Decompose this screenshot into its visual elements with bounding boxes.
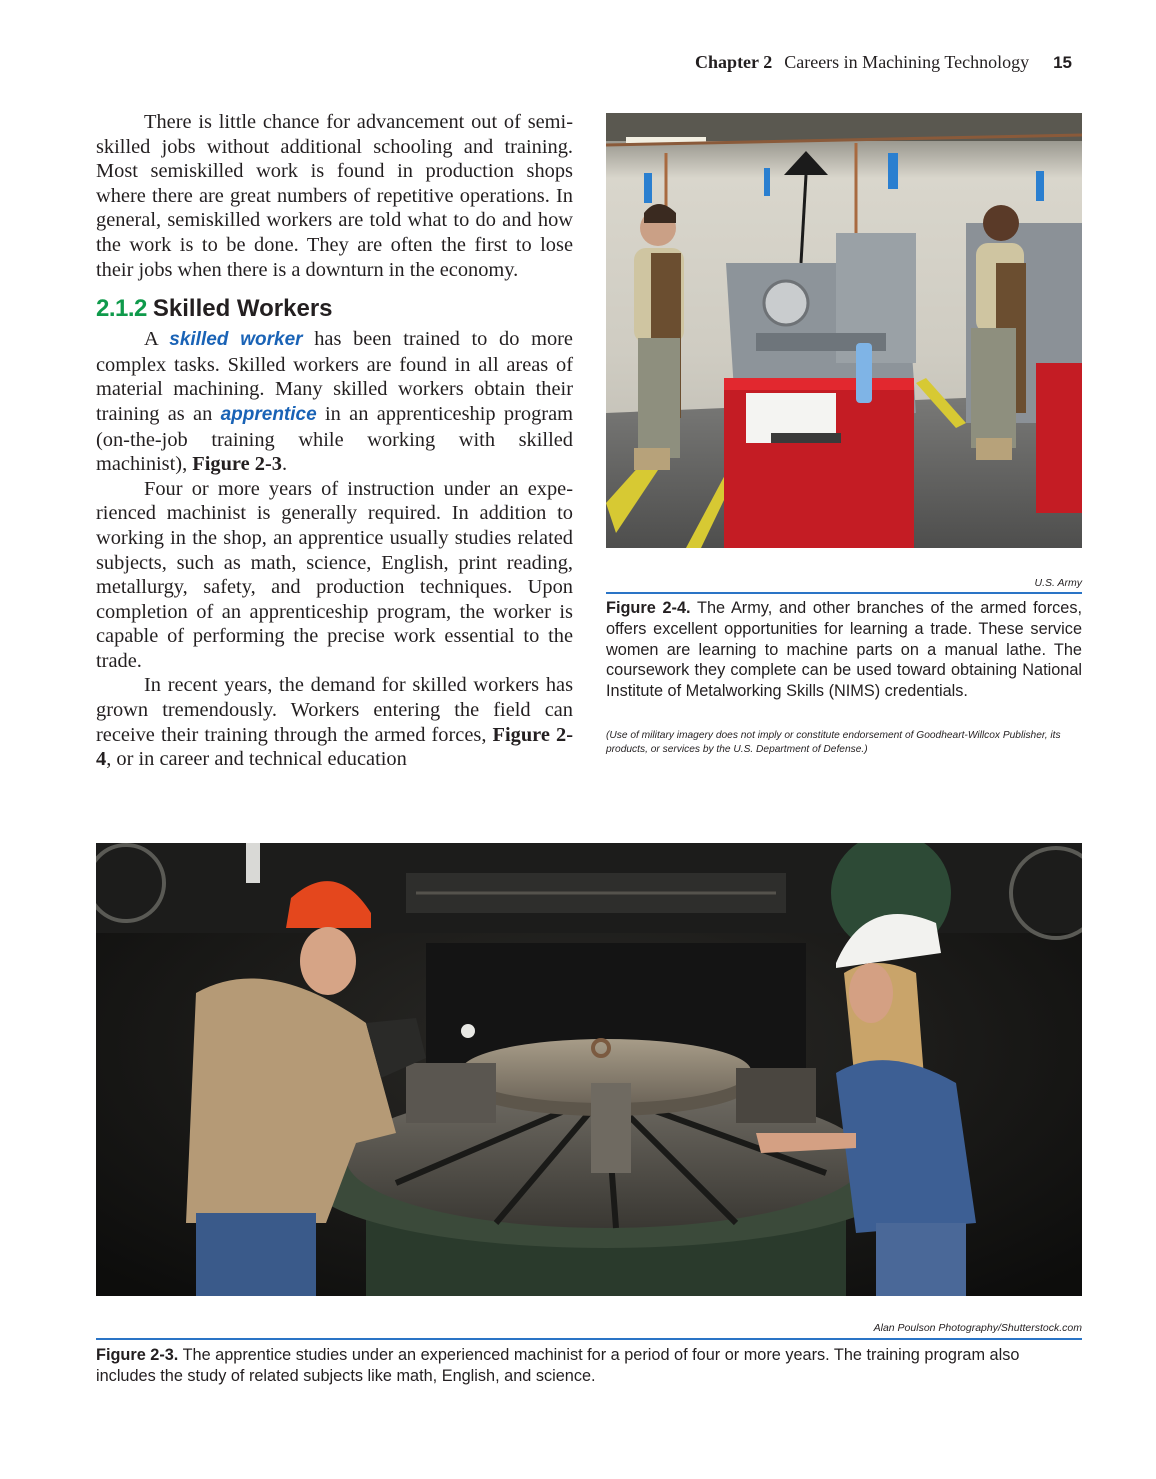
figure-2-3-caption <box>96 1345 1082 1387</box>
chapter-title: Careers in Machining Technology <box>784 52 1030 72</box>
section-title: Skilled Workers <box>152 295 333 323</box>
turret-lathe-illustration <box>96 843 1082 1296</box>
text-run: has been trained to do more complex tasks. Skilled workers are found in all areas of material machining. Many skilled workers obtain their training as an <box>96 328 573 425</box>
figure-2-3-label: Figure 2-3. <box>96 1346 179 1364</box>
text-run: in an apprenticeship program (on-the-job training while working with skilled machinist), <box>96 402 573 476</box>
page-number: 15 <box>1053 53 1072 72</box>
figure-2-3-caption-text: The apprentice studies under an experienced machinist for a period of four or more years. The training program also includes the study of related subjects like math, English, and science. <box>96 1346 1020 1385</box>
paragraph-semiskilled: There is little chance for advancement out of semiskilled jobs without additional schooling and training. Most semiskilled work is found in production shops where there are great numbers of repetitive operations. In general, semiskilled workers are told what to do and how the work is to be done. They are often the first to lose their jobs when there is a downturn in the economy. <box>96 111 573 281</box>
figure-reference-2-3: Figure 2-3 <box>192 453 282 476</box>
running-head <box>695 52 1072 76</box>
machine-shop-illustration <box>606 113 1082 548</box>
key-term-apprentice: apprentice <box>220 403 317 425</box>
section-number: 2.1.2 <box>96 295 147 323</box>
paragraph-skilled-worker <box>96 327 573 477</box>
text-run: In recent years, the demand for skilled workers has grown tremendously. Workers entering the field can receive their training through the armed forces, <box>96 674 573 746</box>
paragraph-apprenticeship: Four or more years of instruction under an experienced machinist is generally required. In addition to working in the shop, an apprentice usually studies related subjects, such as math, science, English, print reading, metallurgy, safety, and production techniques. Upon completion of an apprenticeship program, the worker is capable of performing the precise work essential to the trade. <box>96 477 573 672</box>
body-text-column <box>96 110 573 772</box>
text-run: , or in career and technical education <box>106 748 407 771</box>
figure-2-4-caption-rule <box>606 592 1082 594</box>
figure-2-3-photo <box>96 843 1082 1296</box>
section-heading <box>96 295 573 323</box>
figure-2-4-photo <box>606 113 1082 548</box>
key-term-skilled-worker: skilled worker <box>169 329 303 351</box>
chapter-label: Chapter 2 <box>695 52 773 72</box>
figure-2-3-credit: Alan Poulson Photography/Shutterstock.com <box>873 1322 1082 1334</box>
figure-2-4-caption <box>606 598 1082 702</box>
figure-2-4-caption-text: The Army, and other branches of the armed forces, offers excellent opportunities for learning a trade. These service women are learning to machine parts on a manual lathe. The coursework they complete can be used toward obtaining National Institute of Metalworking Skills (NIMS) credentials. <box>606 599 1082 701</box>
text-run: A <box>144 328 170 351</box>
text-run: . <box>281 453 288 476</box>
figure-2-3-caption-rule <box>96 1338 1082 1340</box>
figure-2-4-credit: U.S. Army <box>1034 577 1082 589</box>
figure-2-4-disclaimer: (Use of military imagery does not imply or constitute endorsement of Goodheart-Willcox Publisher, its products, or services by the U.S. Department of Defense.) <box>606 730 1061 755</box>
paragraph-demand <box>96 673 573 771</box>
figure-2-4-label: Figure 2-4. <box>606 599 691 617</box>
figure-reference-2-4: Figure 2-4 <box>96 723 573 771</box>
